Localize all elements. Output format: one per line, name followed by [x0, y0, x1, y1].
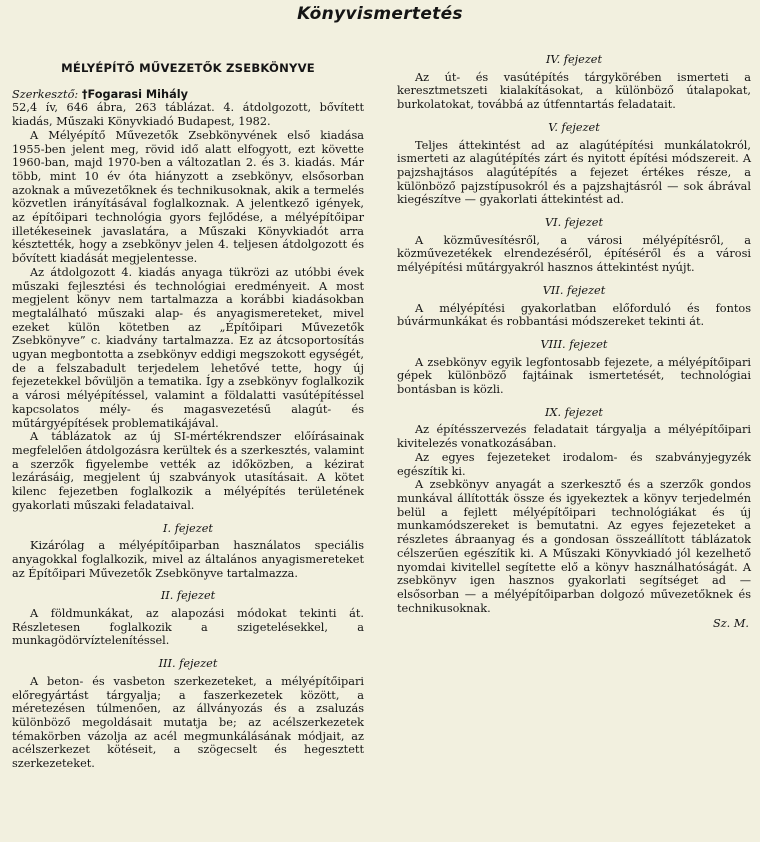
chapter-text-6: A közművesítésről, a városi mélyépítésről, a közművezetékek elrendezéséről, építéséről és a városi mélyépítési műtárgyakról hasznos áttekintést nyújt. — [397, 233, 751, 275]
publication-details: 52,4 ív, 646 ábra, 263 táblázat. 4. átdolgozott, bővített kiadás, Műszaki Könyvkiadó Budapest, 1982. — [12, 101, 364, 129]
intro-paragraph-1: A Mélyépítő Művezetők Zsebkönyvének első kiadása 1955-ben jelent meg, rövid idő alatt elfogyott, ezt követte 1960-ban, majd 1970-ben a változatlan 2. és 3. kiadás. Már több, mint 10 év óta hiányzott a zsebkönyv, elsősorban azoknak a művezetőknek és technikusoknak, akik a termelés közvetlen irányításával foglalkoznak. A jelentkező igények, az építőipari technológia gyors fejlődése, a mélyépítőipar illetékeseinek javaslatára, a Műszaki Könyvkiadót arra késztették, hogy a zsebkönyv jelen 4. teljesen átdolgozott és bővített kiadását megjelentesse. — [12, 128, 364, 266]
chapter-text-1: Kizárólag a mélyépítőiparban használatos speciális anyagokkal foglalkozik, mivel az általános anyagismereteket az Építőipari Művezetők Zsebkönyve tartalmazza. — [12, 539, 364, 580]
chapter-text-2: A földmunkákat, az alapozási módokat tekinti át. Részletesen foglalkozik a szigetelésekkel, a munkagödörvíztelenítéssel. — [12, 607, 364, 648]
closing-paragraph-1: Az egyes fejezeteket irodalom- és szabványjegyzék egészítik ki. — [397, 450, 751, 478]
chapter-heading-1: I. fejezet — [163, 521, 213, 535]
closing-paragraph-2: A zsebkönyv anyagát a szerkesztő és a szerzők gondos munkával állították össze és igyekeztek a könyv terjedelmén belül a fejlett mélyépítőipari technológiákat és új munkamódszereket is bemutatni. Az egyes fejezeteket a részletes ábraanyag és a gondosan összeállított táblázatok célszerűen egészítik ki. A Műszaki Könyvkiadó jól kezelhető nyomdai kivitellel segítette elő a könyv használhatóságát. A zsebkönyv igen hasznos gyakorlati segítséget ad — elsősorban — a mélyépítőiparban dolgozó művezetőknek és technikusoknak. — [397, 478, 751, 615]
chapter-heading-2: II. fejezet — [160, 589, 216, 603]
intro-paragraph-2: Az átdolgozott 4. kiadás anyaga tükrözi az utóbbi évek műszaki fejlesztési és technológiai eredményeit. A most megjelent könyv nem tartalmazza a korábbi kiadásokban megtalálható műszaki alap- és anyagismereteket, mivel ezeket külön kötetben az „Építőipari Művezetők Zsebkönyve” c. kiadvány tartalmazza. Ez az átcsoportosítás ugyan megbontotta a zsebkönyv eddigi megszokott egységét, de a felszabadult terjedelem lehetővé tette, hogy új fejezetekkel bővüljön a tematika. Így a zsebkönyv foglalkozik a városi mélyépítéssel, valamint a földalatti vasútépítéssel kapcsolatos mély- és magasvezetésű alagút- és műtárgyépítések problematikájával. — [12, 265, 364, 430]
review-title: MÉLYÉPÍTŐ MŰVEZETŐK ZSEBKÖNYVE — [61, 61, 315, 75]
chapter-heading-3: III. fejezet — [158, 657, 218, 671]
chapter-heading-5: V. fejezet — [548, 120, 600, 134]
reviewer-signature: Sz. M. — [712, 617, 749, 631]
intro-paragraph-3: A táblázatok az új SI-mértékrendszer előírásainak megfelelően átdolgozásra kerültek és a szerkesztés, valamint a szerzők figyelembe vették az időközben, a kézirat lezárásáig, megjelent új szabványok utasításait. A kötet kilenc fejezetben foglalkozik a mélyépítés területének gyakorlati műszaki feladataival. — [12, 430, 364, 512]
page-header: Könyvismertetés — [297, 4, 463, 24]
chapter-heading-8: VIII. fejezet — [540, 337, 608, 351]
chapter-text-8: A zsebkönyv egyik legfontosabb fejezete, a mélyépítőipari gépek különböző fajtáinak ismertetését, technológiai bontásban is közli. — [397, 355, 751, 397]
editor-name: †Fogarasi Mihály — [81, 87, 188, 101]
chapter-text-9: Az építésszervezés feladatait tárgyalja a mélyépítőipari kivitelezés vonatkozásában. — [397, 423, 751, 451]
editor-label: Szerkesztő: — [12, 87, 79, 101]
chapter-heading-7: VII. fejezet — [542, 283, 606, 297]
chapter-text-5: Teljes áttekintést ad az alagútépítési munkálatokról, ismerteti az alagútépítés zárt és nyitott építési módszereit. A pajzshajtásos alagútépítés a fejezet értékes része, a különböző pajzstípusokról és a pajzshajtásról — sok ábrával kiegészítve — gyakorlati áttekintést ad. — [397, 138, 751, 207]
chapter-text-7: A mélyépítési gyakorlatban előforduló és fontos búvármunkákat és robbantási módszereket tekinti át. — [397, 301, 751, 329]
chapter-text-3: A beton- és vasbeton szerkezeteket, a mélyépítőipari előregyártást tárgyalja; a faszerkezetek között, a méretezésen túlmenően, az állványozás és a zsaluzás különböző megoldásait mutatja be; az acélszerkezetek témakörben vázolja az acél megmunkálásának módjait, az acélszerkezet kötéseit, a szögecselt és hegesztett szerkezeteket. — [12, 674, 364, 771]
column-right — [397, 44, 751, 631]
chapter-heading-6: VI. fejezet — [544, 216, 604, 230]
column-left — [12, 62, 364, 771]
chapter-text-4: Az út- és vasútépítés tárgykörében ismerteti a keresztmetszeti kialakításokat, a különböző útalapokat, burkolatokat, továbbá az útfenntartás feladatait. — [397, 70, 751, 112]
book-meta — [12, 88, 364, 129]
chapter-heading-4: IV. fejezet — [545, 53, 603, 66]
chapter-heading-9: IX. fejezet — [545, 405, 603, 419]
